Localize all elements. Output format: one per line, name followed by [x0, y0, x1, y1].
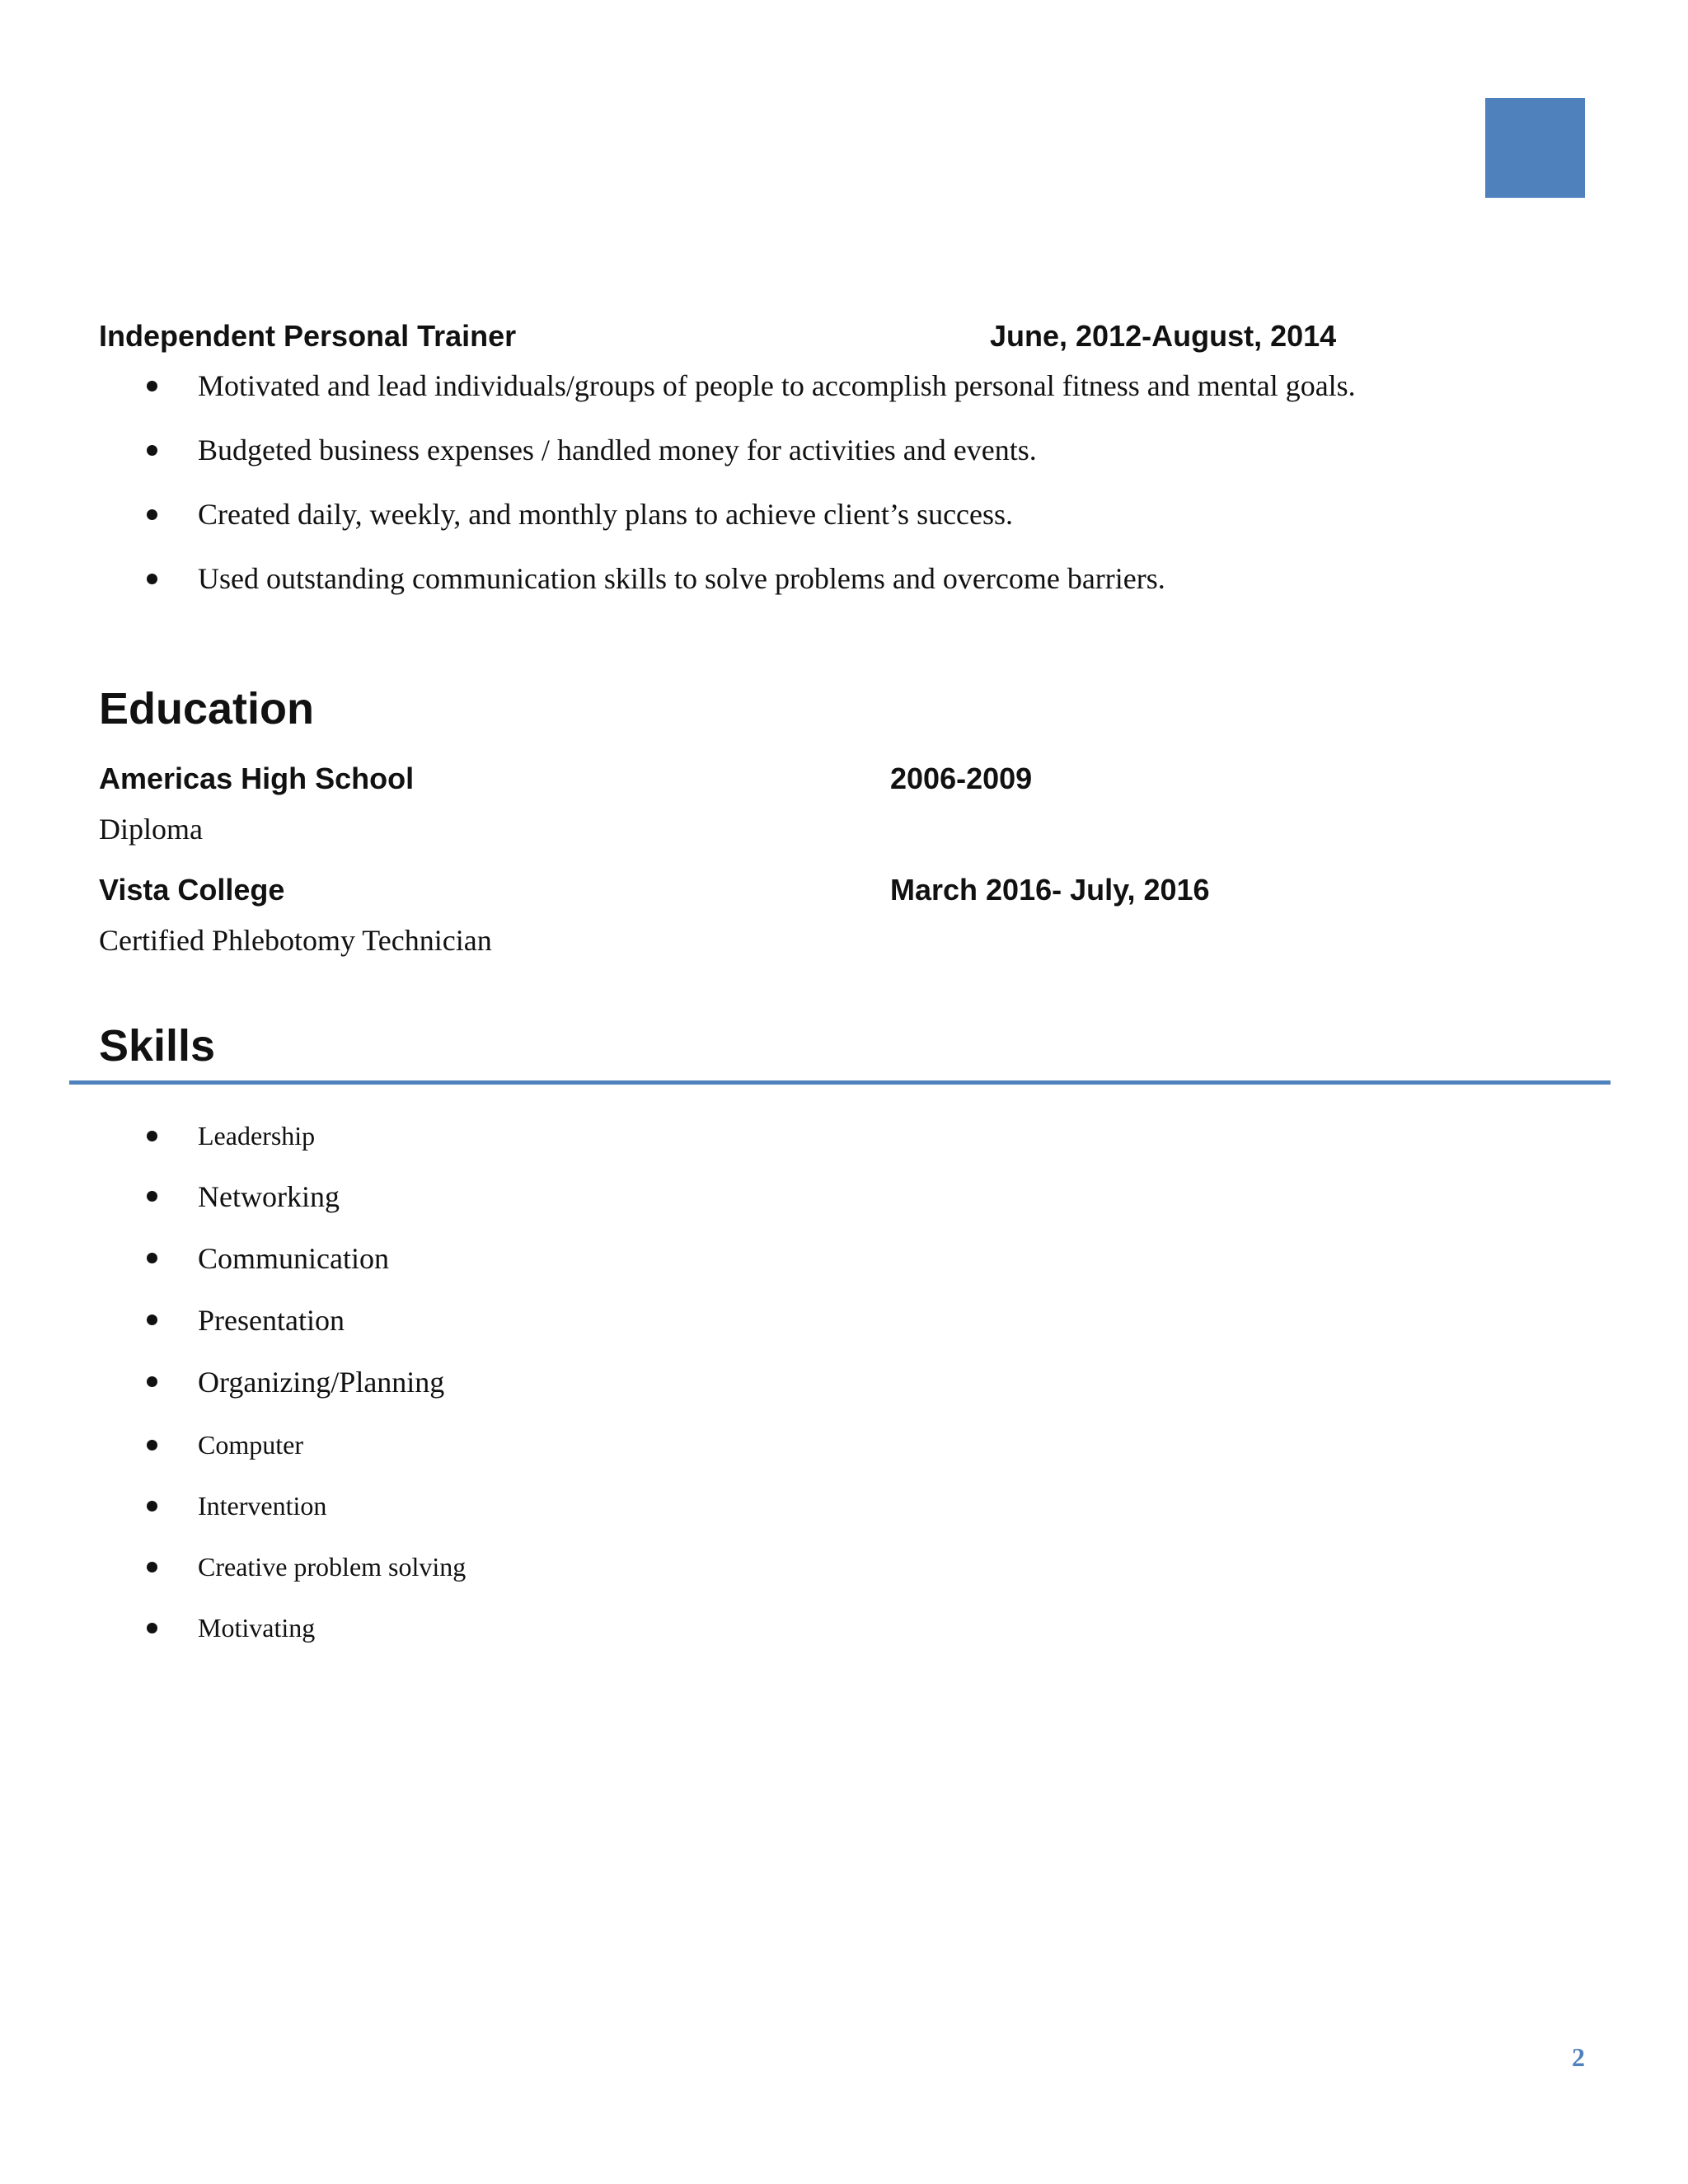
skill-label: Organizing/Planning [198, 1366, 445, 1399]
education-school: Vista College [99, 873, 285, 907]
education-heading: Education [99, 684, 315, 733]
bullet-icon [147, 1440, 157, 1451]
skill-label: Presentation [198, 1304, 345, 1337]
experience-bullet-text: Motivated and lead individuals/groups of people to accomplish personal fitness and mental goals. [198, 369, 1356, 402]
job-dates: June, 2012-August, 2014 [990, 319, 1337, 353]
skill-label: Networking [198, 1180, 340, 1213]
job-title: Independent Personal Trainer [99, 319, 517, 353]
skill-label: Computer [198, 1430, 303, 1460]
skill-label: Motivating [198, 1613, 316, 1643]
skill-label: Intervention [198, 1491, 327, 1521]
bullet-icon [147, 1131, 157, 1141]
education-dates: 2006-2009 [890, 762, 1033, 795]
skill-label: Leadership [198, 1121, 316, 1151]
experience-bullet-text: Used outstanding communication skills to solve problems and overcome barriers. [198, 562, 1165, 595]
skill-label: Communication [198, 1242, 389, 1275]
experience-bullet-text: Budgeted business expenses / handled money for activities and events. [198, 434, 1037, 466]
skill-label: Creative problem solving [198, 1552, 467, 1582]
education-credential: Certified Phlebotomy Technician [99, 924, 492, 957]
education-dates: March 2016- July, 2016 [890, 873, 1210, 907]
bullet-icon [147, 1501, 157, 1511]
accent-square-decoration [1485, 98, 1585, 198]
education-credential: Diploma [99, 813, 203, 846]
bullet-icon [147, 1253, 157, 1263]
bullet-icon [147, 509, 157, 520]
page-number: 2 [1572, 2042, 1585, 2072]
skills-divider [69, 1080, 1611, 1085]
bullet-icon [147, 1315, 157, 1325]
bullet-icon [147, 1191, 157, 1202]
skills-heading: Skills [99, 1021, 216, 1071]
bullet-icon [147, 1376, 157, 1387]
education-school: Americas High School [99, 762, 415, 795]
experience-bullet-text: Created daily, weekly, and monthly plans to achieve client’s success. [198, 498, 1014, 531]
bullet-icon [147, 381, 157, 391]
bullet-icon [147, 1623, 157, 1633]
bullet-icon [147, 445, 157, 456]
bullet-icon [147, 1562, 157, 1572]
bullet-icon [147, 574, 157, 584]
